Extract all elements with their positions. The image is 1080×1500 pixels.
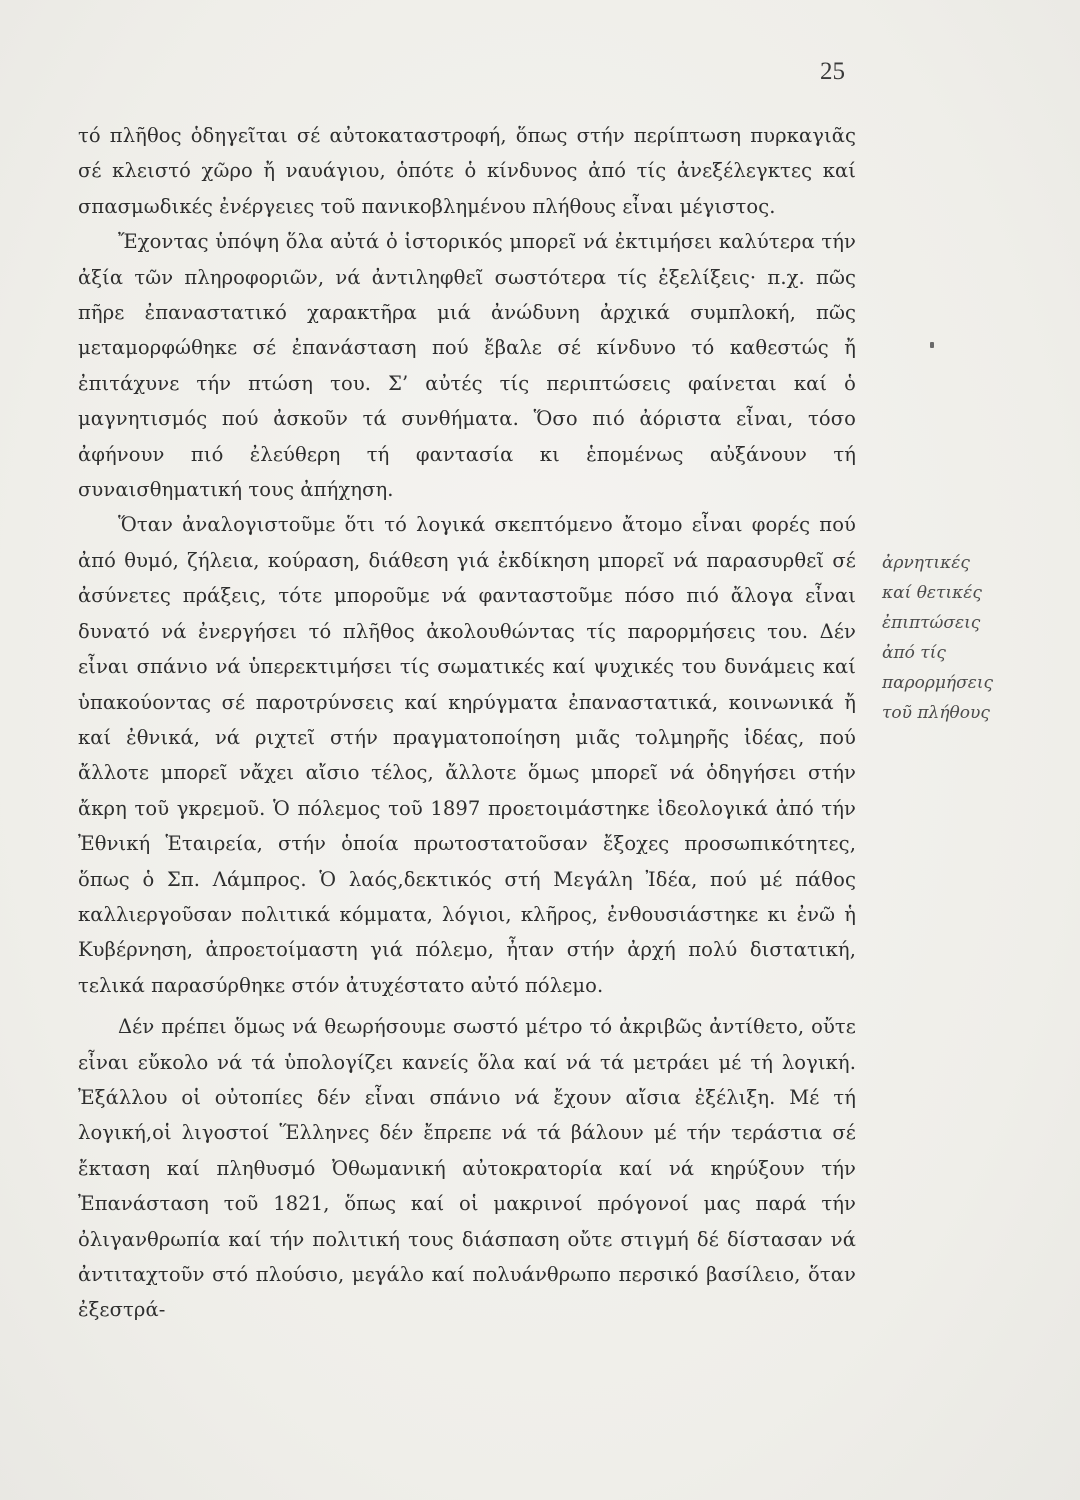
paragraph-1: τό πλῆθος ὁδηγεῖται σέ αὐτοκαταστροφή, ὅπως στήν περίπτωση πυρκαγιᾶς σέ κλειστό χῶρο ἤ ναυάγιου, ὁπότε ὁ κίνδυνος ἀπό τίς ἀνεξέλεγκτες καί σπασμωδικές ἐνέργειες τοῦ πανικοβλημένου πλήθους εἶναι μέγιστος. — [78, 124, 856, 218]
body-text — [78, 118, 856, 1328]
margin-note: ἀρνητικές καί θετικές ἐπιπτώσεις ἀπό τίς παρορμήσεις τοῦ πλήθους — [882, 553, 994, 723]
paragraph-3: Ὅταν ἀναλογιστοῦμε ὅτι τό λογικά σκεπτόμενο ἄτομο εἶναι φορές πού ἀπό θυμό, ζήλεια, κούραση, διάθεση γιά ἐκδίκηση μπορεῖ νά παρασυρθεῖ σέ ἀσύνετες πράξεις, τότε μποροῦμε νά φανταστοῦμε πόσο πιό ἄλογα εἶναι δυνατό νά ἐνεργήσει τό πλῆθος ἀκολουθώντας τίς παρορμήσεις του. Δέν εἶναι σπάνιο νά ὑπερεκτιμήσει τίς σωματικές καί ψυχικές του δυνάμεις καί ὑπακούοντας σέ παροτρύνσεις καί κηρύγματα ἐπαναστατικά, κοινωνικά ἤ καί ἐθνικά, νά ριχτεῖ στήν πραγματοποίηση μιᾶς τολμηρῆς ἰδέας, πού ἄλλοτε μπορεῖ νἄχει αἴσιο τέλος, ἄλλοτε ὅμως μπορεῖ νά ὁδηγήσει στήν ἄκρη τοῦ γκρεμοῦ. Ὁ πόλεμος τοῦ 1897 προετοιμάστηκε ἰδεολογικά ἀπό τήν Ἐθνική Ἑταιρεία, στήν ὁποία πρωτοστατοῦσαν ἔξοχες προσωπικότητες, ὅπως ὁ Σπ. Λάμπρος. Ὁ λαός,δεκτικός στή Μεγάλη Ἰδέα, πού μέ πάθος καλλιεργοῦσαν πολιτικά κόμματα, λόγιοι, κλῆρος, ἐνθουσιάστηκε κι ἐνῶ ἡ Κυβέρνηση, ἀπροετοίμαστη γιά πόλεμο, ἦταν στήν ἀρχή πολύ διστατική, τελικά παρασύρθηκε στόν ἀτυχέστατο αὐτό πόλεμο. — [78, 513, 856, 997]
ink-speck — [930, 342, 934, 348]
paragraph-2: Ἔχοντας ὑπόψη ὅλα αὐτά ὁ ἱστορικός μπορεῖ νά ἐκτιμήσει καλύτερα τήν ἀξία τῶν πληροφοριῶν, νά ἀντιληφθεῖ σωστότερα τίς ἐξελίξεις· π.χ. πῶς πῆρε ἐπαναστατικό χαρακτῆρα μιά ἀνώδυνη ἀρχικά συμπλοκή, πῶς μεταμορφώθηκε σέ ἐπανάσταση πού ἔβαλε σέ κίνδυνο τό καθεστώς ἤ ἐπιτάχυνε τήν πτώση του. Σ’ αὐτές τίς περιπτώσεις φαίνεται καί ὁ μαγνητισμός πού ἀσκοῦν τά συνθήματα. Ὅσο πιό ἀόριστα εἶναι, τόσο ἀφήνουν πιό ἐλεύθερη τή φαντασία κι ἑπομένως αὐξάνουν τή συναισθηματική τους ἀπήχηση. — [78, 230, 856, 502]
page-number: 25 — [820, 58, 845, 85]
paragraph-4: Δέν πρέπει ὅμως νά θεωρήσουμε σωστό μέτρο τό ἀκριβῶς ἀντίθετο, οὔτε εἶναι εὔκολο νά τά ὑπολογίζει κανείς ὅλα καί νά τά μετράει μέ τή λογική. Ἐξάλλου οἱ οὐτοπίες δέν εἶναι σπάνιο νά ἔχουν αἴσια ἐξέλιξη. Μέ τή λογική,οἱ λιγοστοί Ἕλληνες δέν ἔπρεπε νά τά βάλουν μέ τήν τεράστια σέ ἔκταση καί πληθυσμό Ὀθωμανική αὐτοκρατορία καί νά κηρύξουν τήν Ἐπανάσταση τοῦ 1821, ὅπως καί οἱ μακρινοί πρόγονοί μας παρά τήν ὀλιγανθρωπία καί τήν πολιτική τους διάσπαση οὔτε στιγμή δέ δίστασαν νά ἀντιταχτοῦν στό πλούσιο, μεγάλο καί πολυάνθρωπο περσικό βασίλειο, ὅταν ἐξεστρά- — [78, 1015, 856, 1322]
